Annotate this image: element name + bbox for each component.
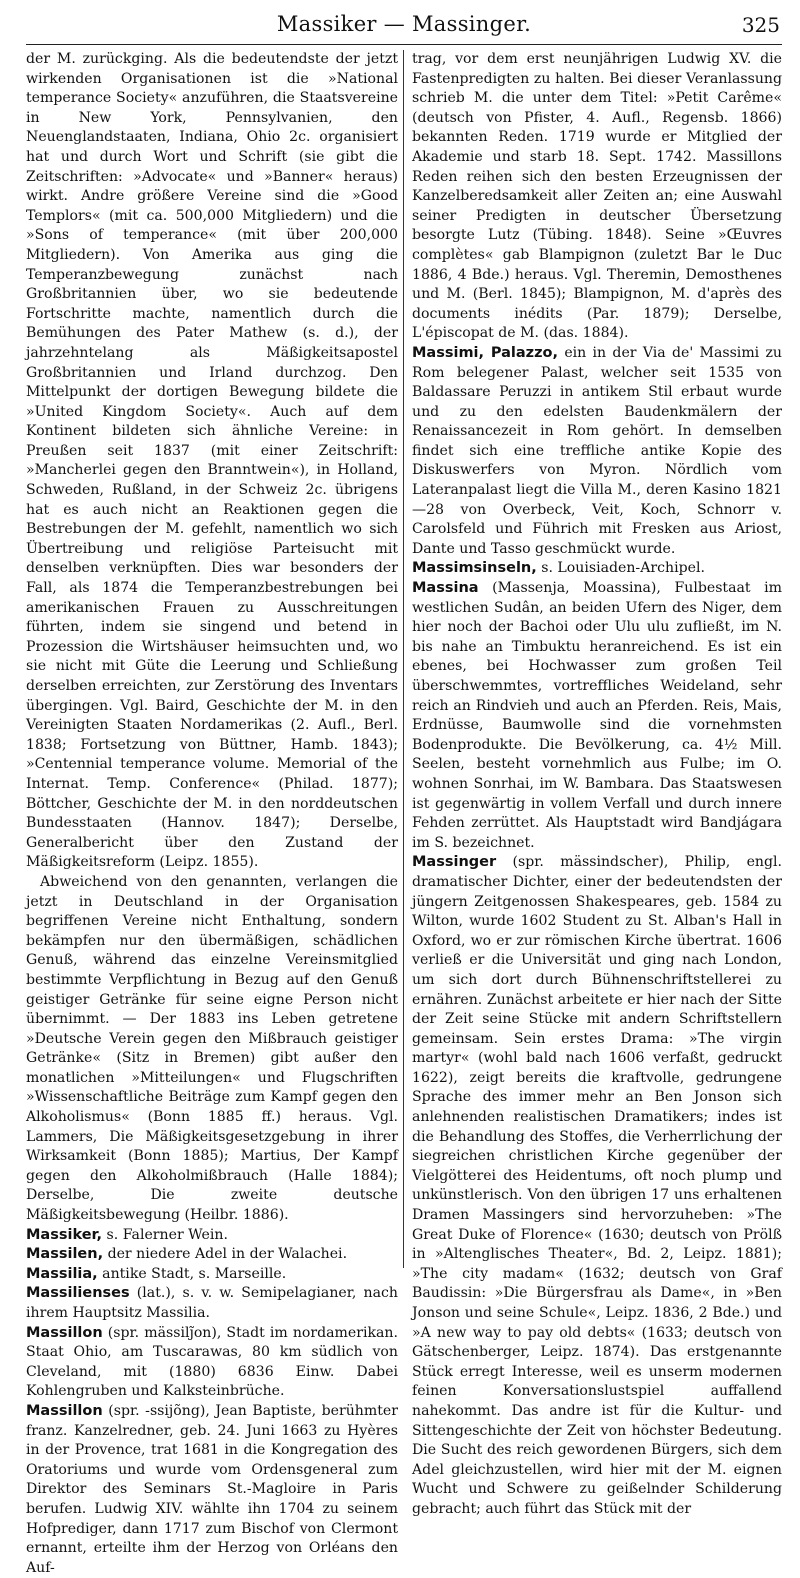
- paragraph: Abweichend von den genannten, verlangen die jetzt in Deutschland in der Organisation begriffenen Vereine nicht Enthaltung, sondern bekämpfen nur den übermäßigen, schädlichen Genuß, während das einzelne Vereinsmitglied bestimmte Verpflichtung in Bezug auf den Genuß geistiger Getränke für seine eigne Person nicht übernimmt. — Der 1883 ins Leben getretene »Deutsche Verein gegen den Mißbrauch geistiger Getränke« (Sitz in Bremen) gibt außer den monatlichen »Mitteilungen« und Flugschriften »Wissenschaftliche Beiträge zum Kampf gegen den Alkoholismus« (Bonn 1885 ff.) heraus. Vgl. Lammers, Die Mäßigkeitsgesetzgebung in ihrer Wirksamkeit (Bonn 1885); Martius, Der Kampf gegen den Alkoholmißbrauch (Halle 1884); Derselbe, Die zweite deutsche Mäßigkeitsbewegung (Heilbr. 1886).: [26, 873, 398, 1224]
- paragraph: trag, vor dem erst neunjährigen Ludwig XV. die Fastenpredigten zu halten. Bei dieser Veranlassung schrieb M. die unter dem Titel: »Petit Carême« (deutsch von Pfister, 4. Aufl., Regensb. 1866) bekannten Reden. 1719 wurde er Mitglied der Akademie und starb 18. Sept. 1742. Massillons Reden reihen sich den besten Erzeugnissen der Kanzelberedsamkeit aller Zeiten an; eine Auswahl seiner Predigten in deutscher Übersetzung besorgte Lutz (Tübing. 1848). Seine »Œuvres complètes« gab Blampignon (zuletzt Bar le Duc 1886, 4 Bde.) heraus. Vgl. Theremin, Demosthenes und M. (Berl. 1845); Blampignon, M. d'après des documents inédits (Par. 1879); Derselbe, L'épiscopat de M. (das. 1884).: [412, 51, 782, 342]
- page-header: [26, 8, 782, 42]
- dictionary-entry: [412, 853, 782, 1519]
- dictionary-entry: [26, 1265, 398, 1285]
- headword: Massimsinseln,: [412, 560, 537, 577]
- left-column: [26, 50, 398, 1576]
- headword: Massimi, Palazzo,: [412, 344, 559, 361]
- headword: Massillon: [26, 1402, 103, 1419]
- entry-text: s. Louisiaden-Archipel.: [536, 560, 705, 577]
- entry-text: antike Stadt, s. Marseille.: [97, 1265, 287, 1282]
- dictionary-entry: [26, 1402, 398, 1578]
- entry-text: ein in der Via de' Massimi zu Rom belegener Palast, welcher seit 1535 von Baldassare Peruzzi in antikem Stil erbaut wurde und zu den edelsten Baudenkmälern der Renaissancezeit in Rom gehört. In demselben findet sich eine treffliche antike Kopie des Diskuswerfers von Myron. Nördlich vom Lateranpalast liegt die Villa M., deren Kasino 1821—28 von Overbeck, Veit, Koch, Schnorr v. Carolsfeld und Führich mit Fresken aus Ariost, Dante und Tasso geschmückt wurde.: [412, 344, 782, 557]
- entry-text: (lat.), s. v. w. Semipelagianer, nach ihrem Hauptsitz Massilia.: [26, 1285, 398, 1321]
- header-rule: [26, 44, 782, 45]
- dictionary-entry: [412, 344, 782, 560]
- headword: Massilia,: [26, 1265, 98, 1282]
- dictionary-entry: [26, 1284, 398, 1323]
- entry-text: s. Falerner Wein.: [102, 1226, 228, 1243]
- entry-text: (spr. mässindscher), Philip, engl. dramatischer Dichter, einer der bedeutendsten der jüngern Zeitgenossen Shakespeares, geb. 1584 zu Wilton, wurde 1602 Student zu St. Alban's Hall in Oxford, wo er zur römischen Kirche übertrat. 1606 verließ er die Universität und ging nach London, um sich dort durch Bühnenschriftstellerei zu ernähren. Zunächst arbeitete er hier nach der Sitte der Zeit seine Stücke mit andern Schriftstellern gemeinsam. Sein erstes Drama: »The virgin martyr« (wohl bald nach 1606 verfaßt, gedruckt 1622), zeigt bereits die kraftvolle, gedrungene Sprache des immer mehr an Ben Jonson sich anlehnenden realistischen Dramatikers; indes ist die Behandlung des Stoffes, die Verherrlichung der siegreichen christlichen Kirche gegenüber der Vielgötterei des Heidentums, oft noch plump und unkünstlerisch. Von den übrigen 17 uns erhaltenen Dramen Massingers sind hervorzuheben: »The Great Duke of Florence« (1630; deutsch von Prölß in »Altenglisches Theater«, Bd. 2, Leipz. 1881); »The city madam« (1632; deutsch von Graf Baudissin: »Die Bürgersfrau als Dame«, in »Ben Jonson und seine Schule«, Leipz. 1836, 2 Bde.) und »A new way to pay old debts« (1633; deutsch von Gätschenberger, Leipz. 1874). Das erstgenannte Stück erregt Interesse, weil es unserm modernen feinen Konversationslustspiel auffallend nahekommt. Das andre ist für die Kultur- und Sittengeschichte der Zeit von höchster Bedeutung. Die Sucht des reich gewordenen Bürgers, sich dem Adel gleichzustellen, wird hier mit der M. eignen Wucht und Schwere zu geißelnder Schilderung gebracht; auch führt das Stück mit der: [412, 854, 782, 1517]
- headword: Massilienses: [26, 1285, 130, 1302]
- entry-text: (spr. mässilj̃on), Stadt im nordamerikan. Staat Ohio, am Tuscarawas, 80 km südlich von Cleveland, mit (1880) 6836 Einw. Dabei Kohlengruben und Kalksteinbrüche.: [26, 1324, 398, 1400]
- paragraph: der M. zurückging. Als die bedeutendste der jetzt wirkenden Organisationen ist die »National temperance Society« anzuführen, die Staatsvereine in New York, Pennsylvanien, den Neuenglandstaaten, Indiana, Ohio 2c. organisiert hat und durch Wort und Schrift (sie gibt die Zeitschriften: »Advocate« und »Banner« heraus) wirkt. Andre größere Vereine sind die »Good Templors« (mit ca. 500,000 Mitgliedern) und die »Sons of temperance« (mit über 200,000 Mitgliedern). Von Amerika aus ging die Temperanzbewegung zunächst nach Großbritannien über, wo sie bedeutende Fortschritte machte, namentlich durch die Bemühungen des Pater Mathew (s. d.), der jahrzehntelang als Mäßigkeitsapostel Großbritannien und Irland durchzog. Den Mittelpunkt der dortigen Bewegung bildete die »United Kingdom Society«. Auch auf dem Kontinent bildeten sich ähnliche Vereine: in Preußen seit 1837 (mit einer Zeitschrift: »Mancherlei gegen den Branntwein«), in Holland, Schweden, Rußland, in der Schweiz 2c. übrigens hat es auch nicht an Reaktionen gegen die Bestrebungen der M. gefehlt, namentlich wo sich Übertreibung und religiöse Parteisucht mit denselben verknüpften. Dies war besonders der Fall, als 1874 die Temperanzbestrebungen bei amerikanischen Frauen zu Ausschreitungen führten, indem sie singend und betend in Prozession die Wirtshäuser heimsuchten und, wo sie nicht mit Güte die Leerung und Schließung derselben erreichten, zur Zerstörung des Inventars übergingen. Vgl. Baird, Geschichte der M. in den Vereinigten Staaten Nordamerikas (2. Aufl., Berl. 1838; Fortsetzung von Büttner, Hamb. 1843); »Centennial temperance volume. Memorial of the Internat. Temp. Conference« (Philad. 1877); Böttcher, Geschichte der M. in den norddeutschen Bundesstaaten (Hannov. 1847); Derselbe, Generalbericht über den Zustand der Mäßigkeitsreform (Leipz. 1855).: [26, 51, 398, 871]
- running-title: Massiker — Massinger.: [276, 12, 532, 36]
- dictionary-entry: [26, 1324, 398, 1402]
- headword: Massiker,: [26, 1226, 103, 1243]
- right-column: [412, 50, 782, 1517]
- headword: Massilen,: [26, 1246, 104, 1263]
- entry-text: der niedere Adel in der Walachei.: [103, 1246, 348, 1263]
- dictionary-entry: [412, 579, 782, 853]
- page-number: 325: [741, 13, 780, 37]
- dictionary-entry: [412, 559, 782, 579]
- dictionary-entry: [26, 1245, 398, 1265]
- column-divider: [403, 50, 404, 1268]
- dictionary-entry: [26, 1226, 398, 1246]
- headword: Massillon: [26, 1324, 103, 1341]
- entry-text: (Massenja, Moassina), Fulbestaat im westlichen Sudân, an beiden Ufern des Niger, dem hier noch der Bachoi oder Ulu ulu zufließt, im N. bis nahe an Timbuktu heranreichend. Es ist ein ebenes, bei Hochwasser zum großen Teil überschwemmtes, vortreffliches Weideland, sehr reich an Rindvieh und auch an Pferden. Reis, Mais, Erdnüsse, Baumwolle sind die vornehmsten Bodenprodukte. Die Bevölkerung, ca. 4½ Mill. Seelen, besteht vornehmlich aus Fulbe; im O. wohnen Sonrhai, im W. Bambara. Das Staatswesen ist gegenwärtig in vollem Verfall und durch innere Fehden zerrüttet. Als Hauptstadt wird Bandjágara im S. bezeichnet.: [412, 580, 782, 851]
- entry-text: (spr. -ssijõng), Jean Baptiste, berühmter franz. Kanzelredner, geb. 24. Juni 1663 zu Hyères in der Provence, trat 1681 in die Kongregation des Oratoriums und wurde vom Ordensgeneral zum Direktor des Seminars St.-Magloire in Paris berufen. Ludwig XIV. wählte ihn 1704 zu seinem Hofprediger, dann 1717 zum Bischof von Clermont ernannt, erteilte ihm der Herzog von Orléans den Auf-: [26, 1402, 398, 1576]
- headword: Massinger: [412, 854, 497, 871]
- headword: Massina: [412, 580, 479, 597]
